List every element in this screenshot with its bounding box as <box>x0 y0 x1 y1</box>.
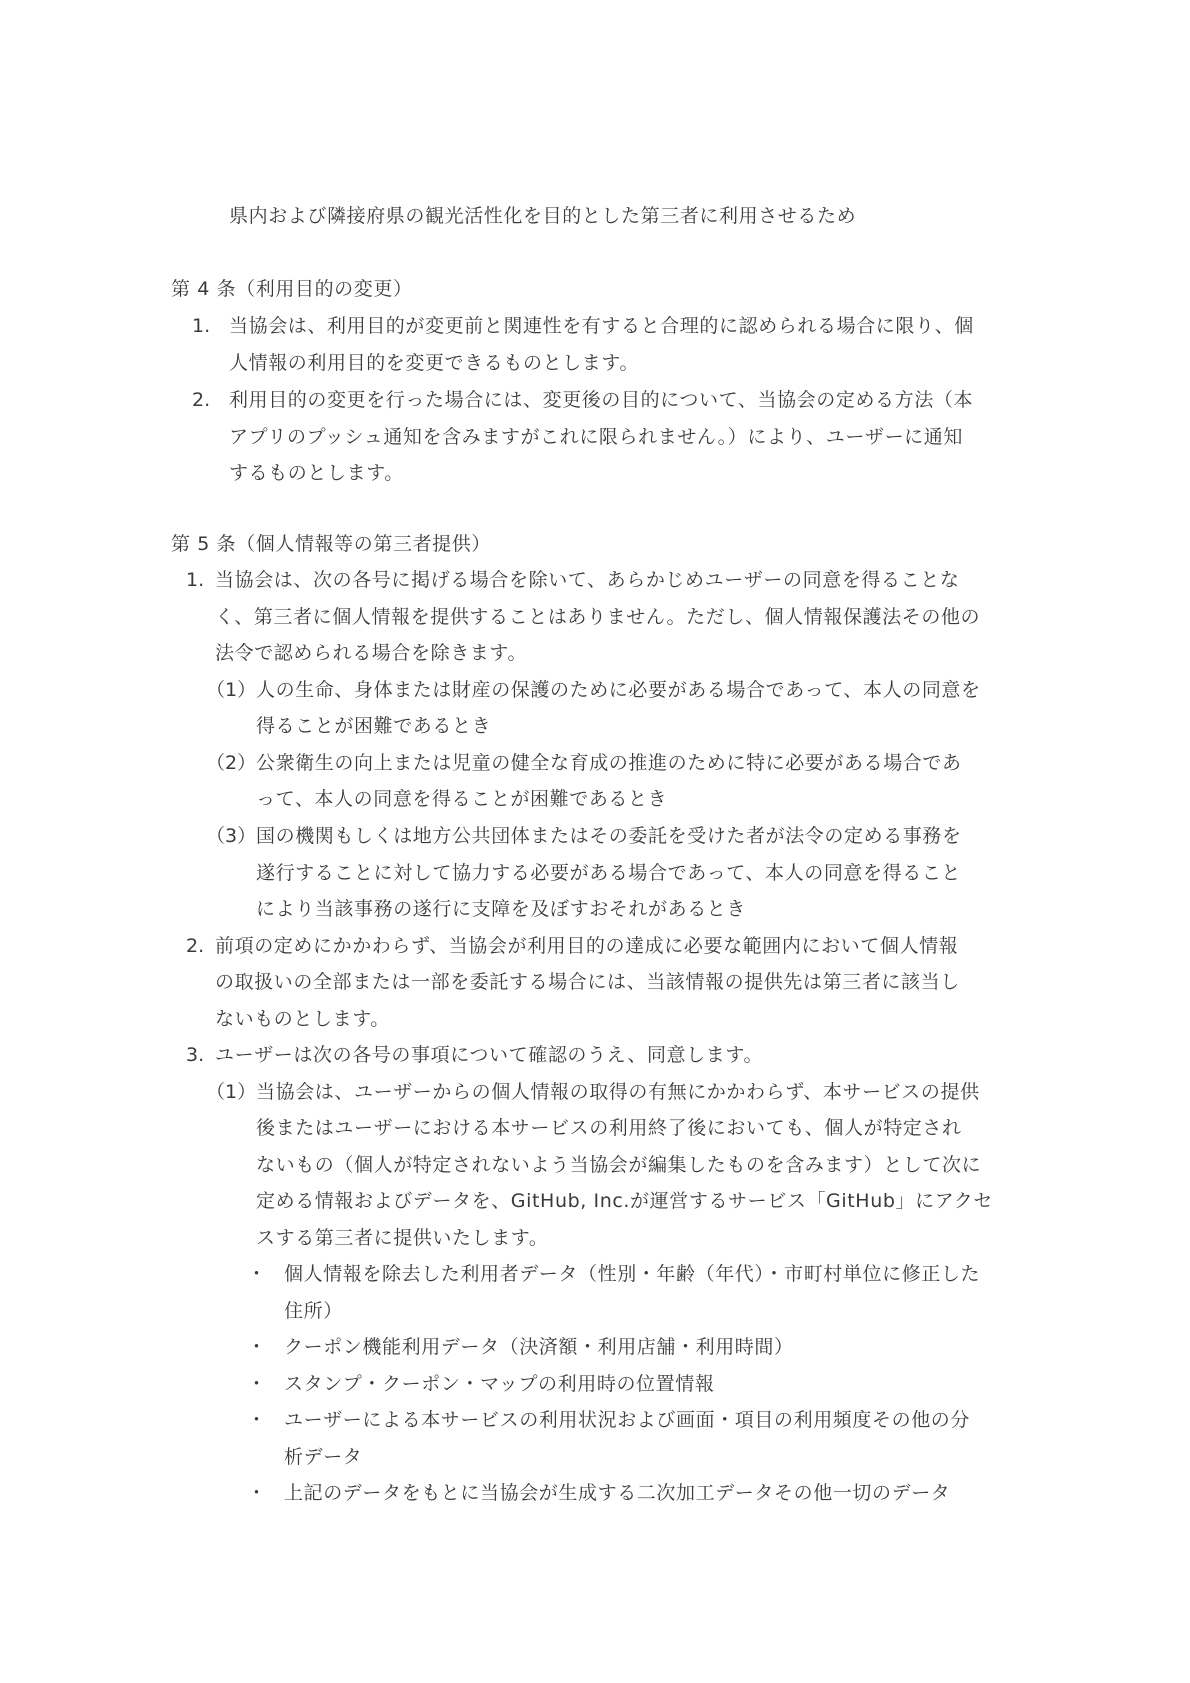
article5-item1-sub2-line: って、本人の同意を得ることが困難であるとき <box>256 788 668 810</box>
article5-item1-sub3-line: により当該事務の遂行に支障を及ぼすおそれがあるとき <box>256 898 747 920</box>
article4-item1-line: 人情報の利用目的を変更できるものとします。 <box>229 352 640 374</box>
article5-item1-number: 1. <box>186 569 205 591</box>
article5-item2-number: 2. <box>186 935 205 957</box>
article4-heading: 第 4 条（利用目的の変更） <box>171 278 413 300</box>
bullet-line: スタンプ・クーポン・マップの利用時の位置情報 <box>284 1373 715 1395</box>
bullet-line: 個人情報を除去した利用者データ（性別・年齢（年代）・市町村単位に修正した <box>284 1263 981 1285</box>
article5-item3-sub1-line: 後またはユーザーにおける本サービスの利用終了後においても、個人が特定され <box>256 1117 962 1139</box>
article5-item3-sub1-line: 定める情報およびデータを、GitHub, Inc.が運営するサービス「GitHub」にアクセ <box>256 1190 993 1212</box>
article5-item3-sub1-line: ないもの（個人が特定されないよう当協会が編集したものを含みます）として次に <box>256 1154 982 1176</box>
bullet-line: 上記のデータをもとに当協会が生成する二次加工データその他一切のデータ <box>284 1482 951 1504</box>
bullet-line: ユーザーによる本サービスの利用状況および画面・項目の利用頻度その他の分 <box>284 1409 971 1431</box>
article5-item3-sub1-line: 当協会は、ユーザーからの個人情報の取得の有無にかかわらず、本サービスの提供 <box>256 1081 980 1103</box>
article4-item1-number: 1. <box>192 315 211 337</box>
article4-item2-line: 利用目的の変更を行った場合には、変更後の目的について、当協会の定める方法（本 <box>229 389 974 411</box>
article4-item2-line: するものとします。 <box>229 462 404 484</box>
article5-item1-sub3-line: 国の機関もしくは地方公共団体またはその委託を受けた者が法令の定める事務を <box>256 825 962 847</box>
article5-item3-sub1-line: スする第三者に提供いたします。 <box>256 1227 549 1249</box>
article5-item1-sub1-number: （1） <box>206 679 257 701</box>
article5-item1-sub3-number: （3） <box>206 825 257 847</box>
article5-item3-sub1-number: （1） <box>206 1081 257 1103</box>
article5-item1-line: 当協会は、次の各号に掲げる場合を除いて、あらかじめユーザーの同意を得ることな <box>215 569 960 591</box>
bullet-mark: ・ <box>247 1263 267 1285</box>
bullet-mark: ・ <box>247 1482 267 1504</box>
intro-tail-line: 県内および隣接府県の観光活性化を目的とした第三者に利用させるため <box>229 205 857 227</box>
article5-item2-line: の取扱いの全部または一部を委託する場合には、当該情報の提供先は第三者に該当し <box>215 971 960 993</box>
bullet-mark: ・ <box>247 1336 267 1358</box>
bullet-line: クーポン機能利用データ（決済額・利用店舗・利用時間） <box>284 1336 794 1358</box>
bullet-line: 析データ <box>284 1446 363 1468</box>
bullet-line: 住所） <box>284 1300 343 1322</box>
article4-item1-line: 当協会は、利用目的が変更前と関連性を有すると合理的に認められる場合に限り、個 <box>229 315 974 337</box>
article4-item2-number: 2. <box>192 389 211 411</box>
article5-item1-line: 法令で認められる場合を除きます。 <box>215 642 528 664</box>
article5-item1-line: く、第三者に個人情報を提供することはありません。ただし、個人情報保護法その他の <box>215 606 981 628</box>
article5-item3-line: ユーザーは次の各号の事項について確認のうえ、同意します。 <box>215 1044 764 1066</box>
article5-item2-line: ないものとします。 <box>215 1008 390 1030</box>
article5-item3-number: 3. <box>186 1044 205 1066</box>
article5-heading: 第 5 条（個人情報等の第三者提供） <box>171 533 491 555</box>
article5-item2-line: 前項の定めにかかわらず、当協会が利用目的の達成に必要な範囲内において個人情報 <box>215 935 959 957</box>
article4-item2-line: アプリのプッシュ通知を含みますがこれに限られません。）により、ユーザーに通知 <box>229 426 963 448</box>
article5-item1-sub2-number: （2） <box>206 752 257 774</box>
article5-item1-sub1-line: 人の生命、身体または財産の保護のために必要がある場合であって、本人の同意を <box>256 679 981 701</box>
article5-item1-sub2-line: 公衆衛生の向上または児童の健全な育成の推進のために特に必要がある場合であ <box>256 752 962 774</box>
article5-item1-sub1-line: 得ることが困難であるとき <box>256 715 492 737</box>
bullet-mark: ・ <box>247 1409 267 1431</box>
bullet-mark: ・ <box>247 1373 267 1395</box>
article5-item1-sub3-line: 遂行することに対して協力する必要がある場合であって、本人の同意を得ること <box>256 862 962 884</box>
